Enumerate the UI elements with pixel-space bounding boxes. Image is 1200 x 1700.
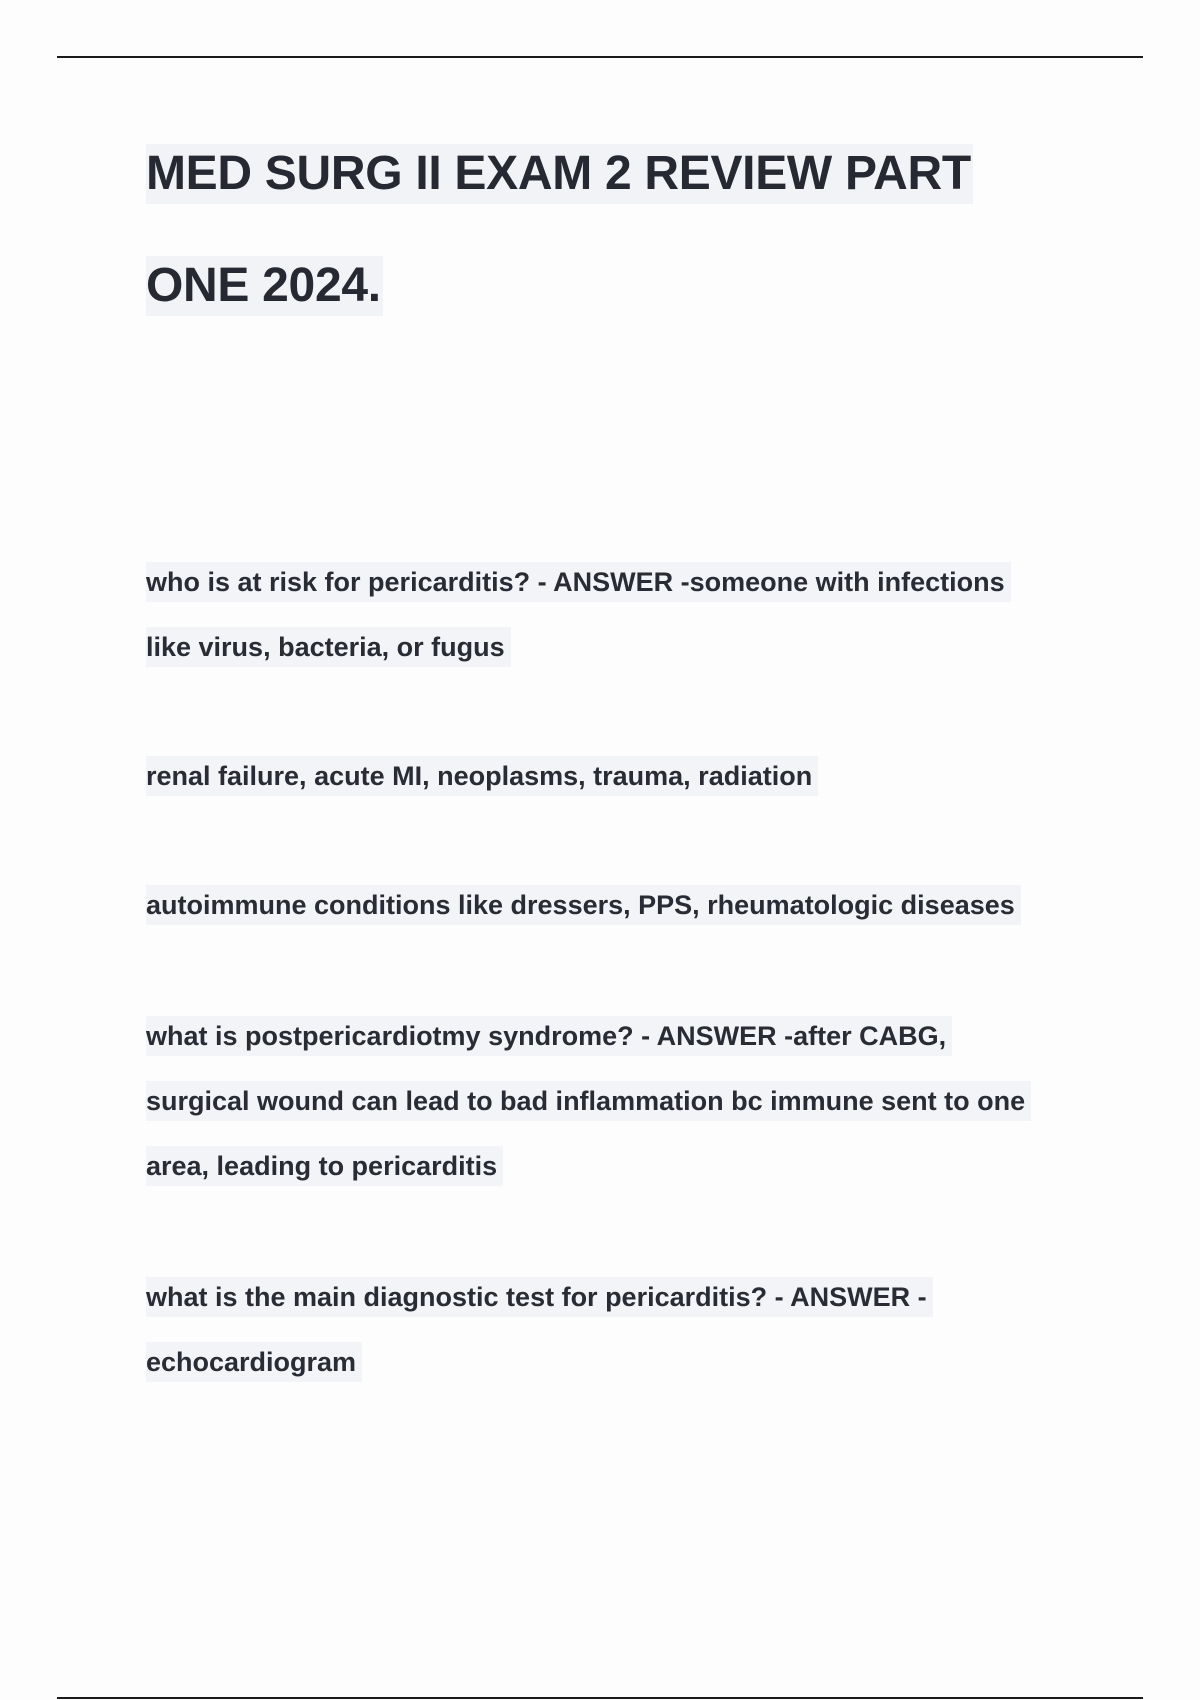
title-line: ONE 2024. xyxy=(146,256,383,316)
top-rule xyxy=(57,56,1143,58)
paragraph-line: what is postpericardiotmy syndrome? - ANSWER -after CABG, xyxy=(146,1016,952,1056)
paragraph-line: surgical wound can lead to bad inflammation bc immune sent to one xyxy=(146,1081,1031,1121)
paragraph-line: what is the main diagnostic test for pericarditis? - ANSWER - xyxy=(146,1277,933,1317)
paragraph-line: autoimmune conditions like dressers, PPS, rheumatologic diseases xyxy=(146,885,1021,925)
paragraph-line: like virus, bacteria, or fugus xyxy=(146,627,511,667)
paragraph-line: area, leading to pericarditis xyxy=(146,1146,503,1186)
paragraph-line: echocardiogram xyxy=(146,1342,362,1382)
paragraph-line: who is at risk for pericarditis? - ANSWER -someone with infections xyxy=(146,562,1011,602)
paragraph-line: renal failure, acute MI, neoplasms, trauma, radiation xyxy=(146,756,818,796)
title-line: MED SURG II EXAM 2 REVIEW PART xyxy=(146,144,973,204)
bottom-rule xyxy=(57,1697,1143,1699)
